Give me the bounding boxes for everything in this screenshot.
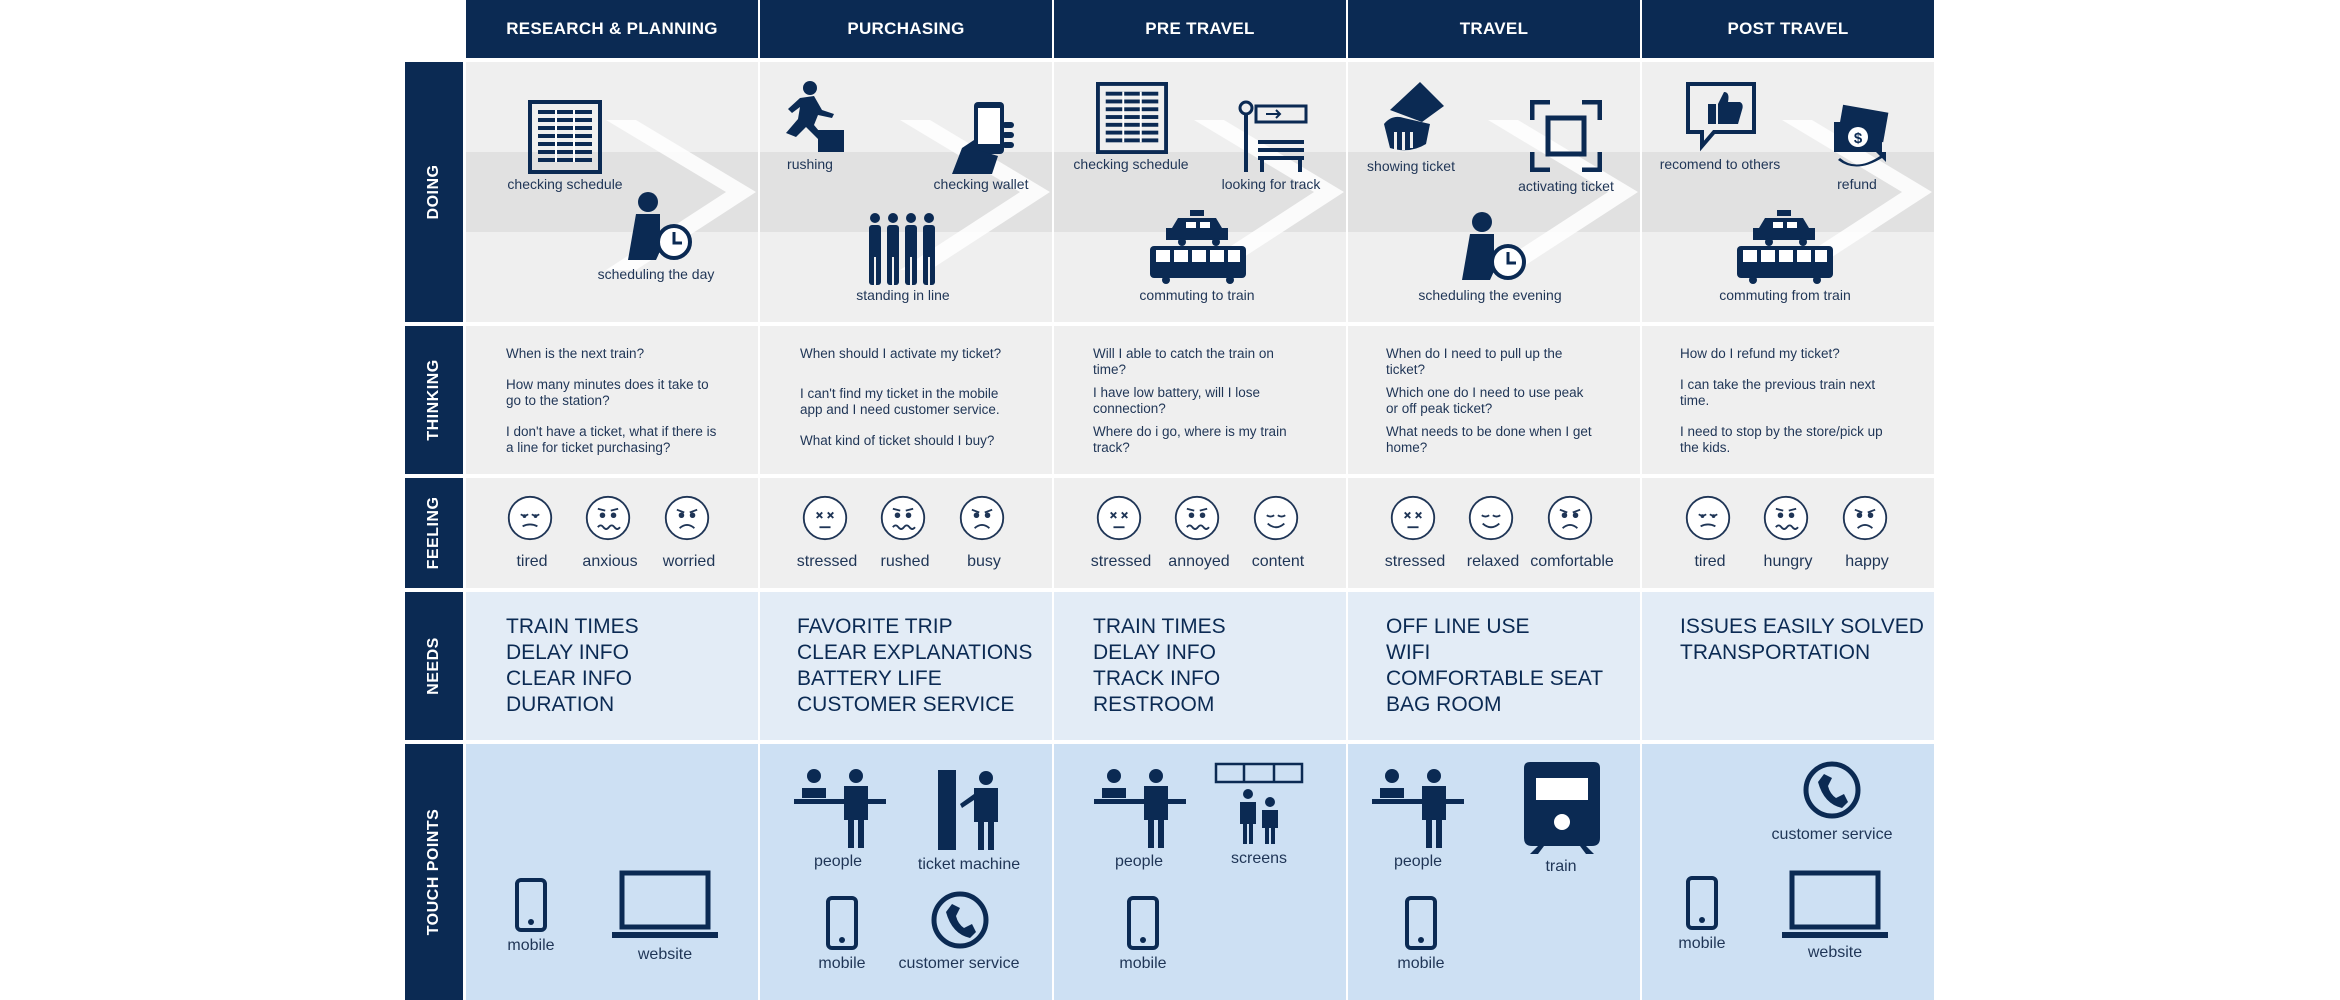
ticket-machine-icon [936, 768, 1012, 852]
doing-label: checking schedule [507, 176, 623, 192]
stage-header-purchasing [760, 0, 1052, 58]
row-label: FEELING [425, 496, 442, 570]
people-counter-icon [1372, 768, 1464, 848]
feeling-label: annoyed [1168, 553, 1230, 570]
frown-face-icon [958, 494, 1006, 542]
track-bench-icon [1236, 100, 1308, 172]
touchpoint-label: mobile [507, 937, 555, 954]
need-item: BATTERY LIFE [797, 667, 942, 690]
needs-cell [506, 614, 639, 718]
doing-label: activating ticket [1518, 178, 1614, 194]
touchpoint-label: ticket machine [917, 856, 1021, 873]
row-header-touch-points [405, 744, 463, 1000]
touchpoint-label: mobile [1119, 955, 1167, 972]
row-header-doing [405, 62, 463, 322]
need-item: TRANSPORTATION [1680, 641, 1871, 664]
touchpoint-label: website [1807, 944, 1863, 961]
stage-label: RESEARCH & PLANNING [506, 19, 718, 38]
thought: I need to stop by the store/pick up the kids. [1680, 424, 1883, 455]
stage-header-post-travel [1642, 0, 1934, 58]
feeling-label: comfortable [1530, 553, 1614, 570]
need-item: DELAY INFO [1093, 641, 1216, 664]
touchpoint-label: mobile [818, 955, 866, 972]
feeling-label: rushed [880, 553, 930, 570]
tired-face-icon [506, 494, 554, 542]
need-item: CLEAR INFO [506, 667, 633, 690]
tired-face-icon [1684, 494, 1732, 542]
thought: Where do i go, where is my train track? [1093, 424, 1287, 455]
doing-label: standing in line [856, 287, 950, 303]
doing-label: checking schedule [1073, 156, 1189, 172]
thought: What needs to be done when I get home? [1386, 424, 1592, 455]
thought: When is the next train? [506, 346, 645, 361]
smile-face-icon [1467, 494, 1515, 542]
need-item: TRACK INFO [1093, 667, 1221, 690]
doing-label: scheduling the evening [1418, 287, 1562, 303]
mobile-icon [1686, 876, 1718, 930]
thought: Will I able to catch the train on time? [1093, 346, 1274, 377]
doing-label: refund [1837, 176, 1877, 192]
need-item: FAVORITE TRIP [797, 615, 953, 638]
touchpoint-label: customer service [898, 955, 1020, 972]
touchpoint-label: screens [1230, 850, 1288, 867]
laptop-icon [1782, 870, 1888, 940]
thought: I have low battery, will I lose connection? [1093, 385, 1261, 416]
feeling-label: hungry [1763, 553, 1813, 570]
column-divider [1346, 62, 1348, 1000]
thought: How many minutes does it take to go to the station? [506, 377, 709, 408]
feeling-label: busy [967, 553, 1001, 570]
doing-label: recomend to others [1659, 156, 1781, 172]
thought: I can take the previous train next time. [1680, 377, 1876, 408]
svg-text:$: $ [1853, 130, 1863, 147]
wavy-face-icon [1762, 494, 1810, 542]
wavy-face-icon [879, 494, 927, 542]
stage-header-pre-travel [1054, 0, 1346, 58]
stage-label: PRE TRAVEL [1145, 19, 1255, 38]
schedule-board-icon [528, 100, 602, 174]
running-person-icon [778, 80, 844, 152]
need-item: BAG ROOM [1386, 693, 1502, 716]
need-item: DELAY INFO [506, 641, 629, 664]
need-item: RESTROOM [1093, 693, 1215, 716]
person-clock-icon [1456, 210, 1528, 282]
touchpoint-label: people [1393, 853, 1443, 870]
feeling-label: worried [662, 553, 716, 570]
hand-ticket-icon [1380, 80, 1446, 154]
feeling-label: stressed [1384, 553, 1446, 570]
needs-cell [1386, 614, 1603, 718]
wavy-face-icon [1173, 494, 1221, 542]
row-label: DOING [425, 164, 442, 220]
feeling-label: stressed [1090, 553, 1152, 570]
doing-label: rushing [787, 156, 833, 172]
taxi-bus-icon [1735, 210, 1835, 284]
doing-label: looking for track [1221, 176, 1321, 192]
stage-header-travel [1348, 0, 1640, 58]
mobile-icon [826, 896, 858, 950]
row-label: TOUCH POINTS [425, 808, 442, 936]
column-divider [1640, 62, 1642, 1000]
need-item: TRAIN TIMES [506, 615, 639, 638]
schedule-board-icon [1096, 82, 1168, 154]
need-item: OFF LINE USE [1386, 615, 1530, 638]
touchpoint-label: people [813, 853, 863, 870]
money-refund-icon [1830, 104, 1890, 172]
queue-icon [866, 212, 938, 286]
need-item: ISSUES EASILY SOLVED [1680, 615, 1924, 638]
doing-label: commuting from train [1719, 287, 1851, 303]
doing-label: scheduling the day [597, 266, 715, 282]
thought: What kind of ticket should I buy? [800, 433, 995, 448]
mobile-icon [1127, 896, 1159, 950]
phone-call-icon [1802, 760, 1862, 820]
needs-cell [797, 614, 1032, 718]
thought: When do I need to pull up the ticket? [1386, 346, 1563, 377]
need-item: WIFI [1386, 641, 1431, 664]
thought: How do I refund my ticket? [1680, 346, 1840, 361]
thought: I don't have a ticket, what if there is a line for ticket purchasing? [506, 424, 717, 455]
need-item: CLEAR EXPLANATIONS [797, 641, 1033, 664]
feeling-label: stressed [796, 553, 858, 570]
touchpoint-label: train [1545, 858, 1577, 875]
need-item: COMFORTABLE SEAT [1386, 667, 1604, 690]
needs-cell [1680, 614, 1924, 666]
mobile-icon [1405, 896, 1437, 950]
phone-call-icon [930, 890, 990, 950]
touchpoint-label: mobile [1397, 955, 1445, 972]
row-header-needs [405, 592, 463, 740]
people-counter-icon [1094, 768, 1186, 848]
feeling-label: tired [1694, 553, 1726, 570]
doing-label: showing ticket [1367, 158, 1455, 174]
frown-face-icon [1841, 494, 1889, 542]
frown-face-icon [1546, 494, 1594, 542]
need-item: DURATION [506, 693, 615, 716]
touchpoint-label: customer service [1771, 826, 1893, 843]
taxi-bus-icon [1148, 210, 1248, 284]
column-divider [758, 62, 760, 1000]
thinking-cell [1386, 346, 1596, 471]
train-icon [1522, 760, 1602, 854]
feeling-label: tired [516, 553, 548, 570]
person-clock-icon [622, 190, 694, 262]
stage-header-research-planning [466, 0, 758, 58]
feeling-label: happy [1845, 553, 1889, 570]
touchpoint-label: website [637, 946, 693, 963]
x-eyes-face-icon [1389, 494, 1437, 542]
laptop-icon [612, 870, 718, 940]
stage-label: TRAVEL [1459, 19, 1529, 38]
doing-label: checking wallet [933, 176, 1029, 192]
x-eyes-face-icon [1095, 494, 1143, 542]
wavy-face-icon [584, 494, 632, 542]
feeling-label: anxious [582, 553, 638, 570]
need-item: TRAIN TIMES [1093, 615, 1226, 638]
feeling-label: relaxed [1466, 553, 1520, 570]
thinking-cell [1680, 346, 1890, 471]
screens-icon [1214, 762, 1304, 846]
phone-hand-icon [950, 100, 1016, 174]
thumbs-up-bubble-icon [1684, 80, 1758, 152]
thought: Which one do I need to use peak or off peak ticket? [1386, 385, 1584, 416]
thinking-cell [506, 346, 726, 471]
column-divider [1052, 62, 1054, 1000]
x-eyes-face-icon [801, 494, 849, 542]
thought: I can't find my ticket in the mobile app and I need customer service. [800, 386, 1000, 417]
need-item: CUSTOMER SERVICE [797, 693, 1015, 716]
smile-face-icon [1252, 494, 1300, 542]
stage-label: PURCHASING [847, 19, 965, 38]
row-label: NEEDS [425, 637, 442, 695]
thinking-cell [1093, 346, 1303, 471]
frown-face-icon [663, 494, 711, 542]
people-counter-icon [794, 768, 886, 848]
row-header-thinking [405, 326, 463, 474]
thought: When should I activate my ticket? [800, 346, 1002, 361]
frame-icon [1530, 100, 1602, 172]
needs-cell [1093, 614, 1226, 718]
touchpoint-label: mobile [1678, 935, 1726, 952]
doing-label: commuting to train [1139, 287, 1255, 303]
row-label: THINKING [425, 359, 442, 441]
thinking-cell [800, 346, 1020, 464]
row-header-feeling [405, 478, 463, 588]
stage-label: POST TRAVEL [1727, 19, 1849, 38]
feeling-label: content [1251, 553, 1305, 570]
mobile-icon [515, 878, 547, 932]
touchpoint-label: people [1114, 853, 1164, 870]
